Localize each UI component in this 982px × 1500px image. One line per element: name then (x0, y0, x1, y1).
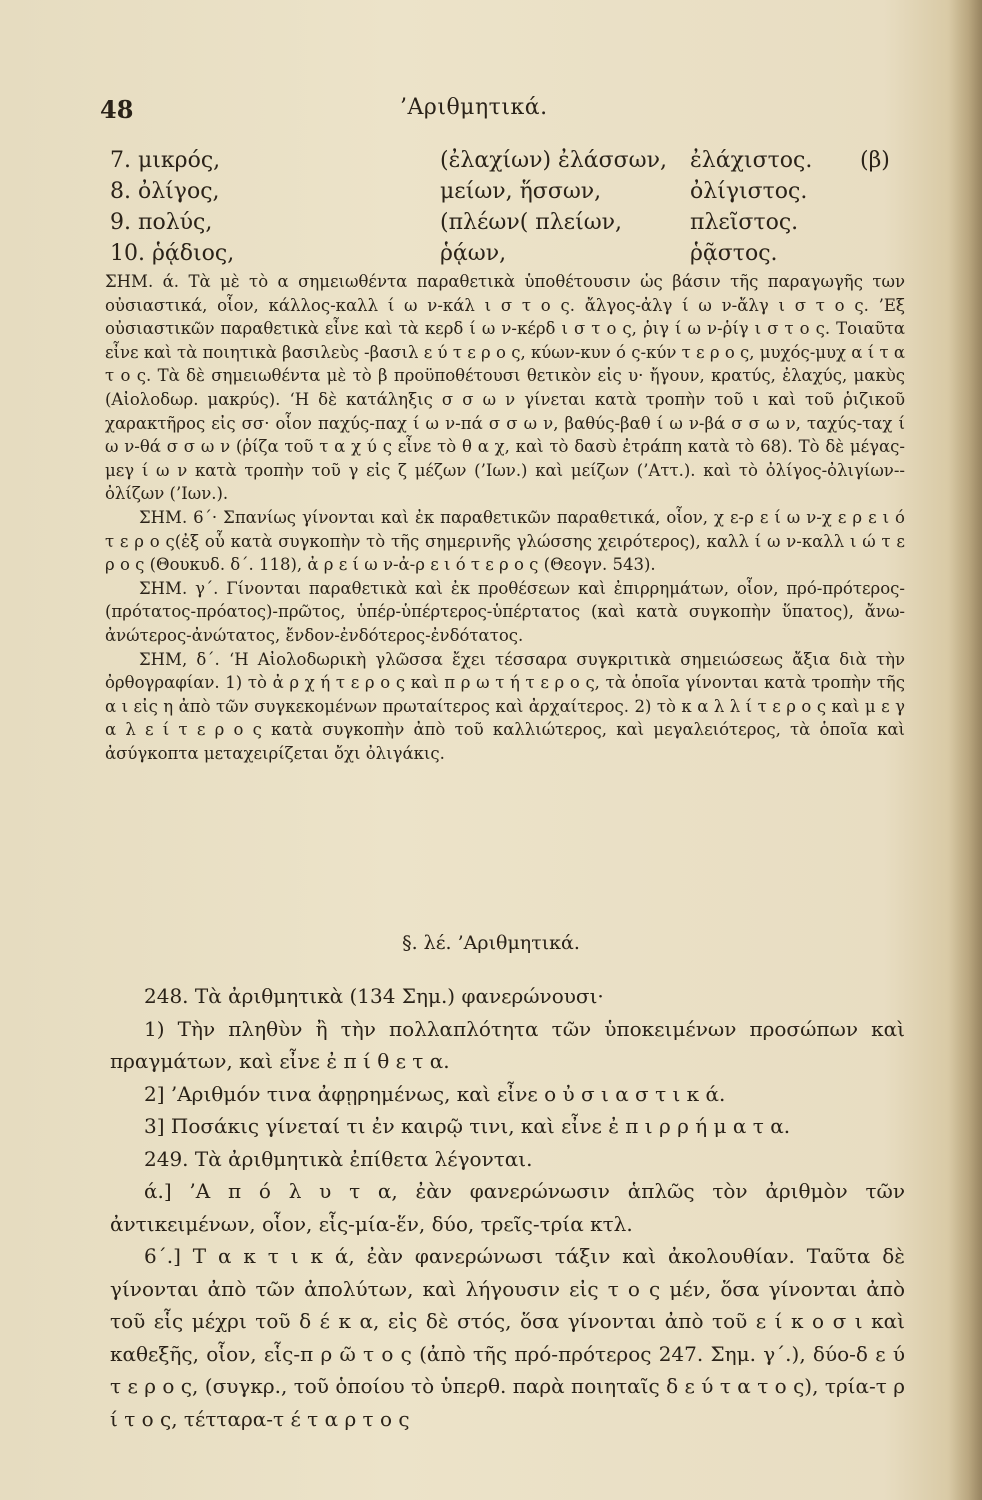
page-binding-shadow (948, 0, 982, 1500)
comparative-form: (ἐλαχίων) ἐλάσσων, (440, 148, 667, 173)
paragraph: 2] ’Αριθμόν τινα ἀφῃρημένως, καὶ εἶνε ο ὐ σ ι α σ τ ι κ ά. (144, 1081, 726, 1106)
margin-mark: (β) (860, 148, 890, 173)
paragraph: 249. Τὰ ἀριθμητικὰ ἐπίθετα λέγονται. (144, 1146, 533, 1171)
positive-form: 8. ὀλίγος, (110, 179, 220, 204)
comparison-row (110, 210, 930, 241)
superlative-form: ἐλάχιστος. (690, 148, 813, 173)
paragraph: 248. Τὰ ἀριθμητικὰ (134 Σημ.) φανερώνουσι· (144, 984, 604, 1008)
superlative-form: ῥᾷστος. (690, 241, 778, 266)
paragraph: ά.] ’Α π ό λ υ τ α, ἐὰν φανερώνωσιν ἁπλῶς τὸν ἀριθμὸν τῶν ἀντικειμένων, οἷον, εἷς-μία-ἕν, δύο, τρεῖς-τρία κτλ. (110, 1179, 905, 1236)
page-number: 48 (100, 95, 134, 124)
paragraph: 3] Ποσάκις γίνεταί τι ἐν καιρῷ τινι, καὶ εἶνε ἐ π ι ρ ρ ή μ α τ α. (144, 1114, 791, 1138)
running-title: ’Αριθμητικά. (400, 95, 548, 120)
footnotes-block (105, 270, 905, 765)
page-header (100, 95, 920, 125)
comparison-row (110, 148, 930, 179)
note-paragraph: ΣΗΜ. ά. Τὰ μὲ τὸ α σημειωθέντα παραθετικὰ ὑποθέτουσιν ὡς βάσιν τῆς παραγωγῆς των οὐσιαστικά, οἷον, κάλλος-καλλ ί ω ν-κάλ ι σ τ ο ς. ἄλγος-ἀλγ ί ω ν-ἄλγ ι σ τ ο ς. ’Εξ οὐσιαστικῶν παραθετικὰ εἶνε καὶ τὰ κερδ ί ω ν-κέρδ ι σ τ ο ς, ῥιγ ί ω ν-ῥίγ ι σ τ ο ς. Τοιαῦτα εἶνε καὶ τὰ ποιητικὰ βασιλεὺς -βασιλ ε ύ τ ε ρ ο ς, κύων-κυν ό ς-κύν τ ε ρ ο ς, μυχός-μυχ α ί τ α τ ο ς. Τὰ δὲ σημειωθέντα μὲ τὸ β προϋποθέτουσι θετικὸν εἰς υ· ἤγουν, κρατύς, ἐλαχύς, μακὺς (Αἰολοδωρ. μακρύς). ‘Η δὲ κατάληξις σ σ ω ν γίνεται κατὰ τροπὴν τοῦ ι καὶ τοῦ ῥιζικοῦ χαρακτῆρος εἰς σσ· οἷον παχύς-παχ ί ω ν-πά σ σ ω ν, βαθύς-βαθ ί ω ν-βά σ σ ω ν, ταχύς-ταχ ί ω ν-θά σ σ ω ν (ῥίζα τοῦ τ α χ ύ ς εἶνε τὸ θ α χ, καὶ τὸ δασὺ ἐτράπη κατὰ τὸ 68). Τὸ δὲ μέγας-μεγ ί ω ν κατὰ τροπὴν τοῦ γ εἰς ζ μέζων (’Ιων.) καὶ μείζων (’Αττ.). καὶ τὸ ὀλίγος-ὀλιγίων--ὀλίζων (’Ιων.). (105, 272, 905, 504)
paragraph: 1) Τὴν πληθὺν ἢ τὴν πολλαπλότητα τῶν ὑποκειμένων προσώπων καὶ πραγμάτων, καὶ εἶνε ἐ π ί θ ε τ α. (110, 1016, 905, 1073)
note-paragraph: ΣΗΜ. γ΄. Γίνονται παραθετικὰ καὶ ἐκ προθέσεων καὶ ἐπιρρημάτων, οἷον, πρό-πρότερος-(πρότατος-πρόατος)-πρῶτος, ὑπέρ-ὑπέρτερος-ὑπέρτατος (καὶ κατὰ συγκοπὴν ὕπατος), ἄνω-ἀνώτερος-ἀνώτατος, ἔνδον-ἐνδότερος-ἐνδότατος. (105, 578, 905, 645)
comparison-row (110, 179, 930, 210)
note-paragraph: ΣΗΜ. 6΄· Σπανίως γίνονται καὶ ἐκ παραθετικῶν παραθετικά, οἷον, χ ε-ρ ε ί ω ν-χ ε ρ ε ι ό τ ε ρ ο ς(ἐξ οὗ κατὰ συγκοπὴν τὸ τῆς σημερινῆς γλώσσης χειρότερος), καλλ ί ω ν-καλλ ι ώ τ ε ρ ο ς (Θουκυδ. δ΄. 118), ἀ ρ ε ί ω ν-ἀ-ρ ε ι ό τ ε ρ ο ς (Θεογν. 543). (105, 507, 905, 575)
comparison-row (110, 241, 930, 272)
superlative-form: ὀλίγιστος. (690, 179, 808, 204)
positive-form: 9. πολύς, (110, 210, 213, 235)
positive-form: 10. ῥᾴδιος, (110, 241, 235, 266)
positive-form: 7. μικρός, (110, 148, 221, 173)
section-heading: §. λέ. ’Αριθμητικά. (402, 932, 580, 954)
note-paragraph: ΣΗΜ, δ΄. ‘Η Αἰολοδωρικὴ γλῶσσα ἔχει τέσσαρα συγκριτικὰ σημειώσεως ἄξια διὰ τὴν ὀρθογραφίαν. 1) τὸ ἀ ρ χ ή τ ε ρ ο ς καὶ π ρ ω τ ή τ ε ρ ο ς, τὰ ὁποῖα γίνονται κατὰ τροπὴν τῆς α ι εἰς η ἀπὸ τῶν συγκεκομένων πρωταίτερος καὶ ἀρχαίτερος. 2) τὸ κ α λ λ ί τ ε ρ ο ς καὶ μ ε γ α λ ε ί τ ε ρ ο ς κατὰ συγκοπὴν ἀπὸ τοῦ καλλιώτερος, καὶ μεγαλειότερος, τὰ ὁποῖα καὶ ἀσύγκοπτα μεταχειρίζεται ὄχι ὀλιγάκις. (105, 649, 905, 763)
paragraph: 6΄.] Τ α κ τ ι κ ά, ἐὰν φανερώνωσι τάξιν καὶ ἀκολουθίαν. Ταῦτα δὲ γίνονται ἀπὸ τῶν ἀπολύτων, καὶ λήγουσιν εἰς τ ο ς μέν, ὅσα γίνονται ἀπὸ τοῦ εἷς μέχρι τοῦ δ έ κ α, εἰς δὲ στός, ὅσα γίνονται ἀπὸ τοῦ ε ί κ ο σ ι καὶ καθεξῆς, οἷον, εἷς-π ρ ῶ τ ο ς (ἀπὸ τῆς πρό-πρότερος 247. Σημ. γ΄.), δύο-δ ε ύ τ ε ρ ο ς, (συγκρ., τοῦ ὁποίου τὸ ὑπερθ. παρὰ ποιηταῖς δ ε ύ τ α τ ο ς), τρία-τ ρ ί τ ο ς, τέτταρα-τ έ τ α ρ τ ο ς (110, 1244, 905, 1431)
main-text (110, 980, 905, 1435)
comparative-form: (πλέων( πλείων, (440, 210, 623, 235)
comparison-table (110, 148, 930, 272)
comparative-form: μείων, ἥσσων, (440, 179, 602, 204)
superlative-form: πλεῖστος. (690, 210, 799, 235)
comparative-form: ῥᾴων, (440, 241, 507, 266)
